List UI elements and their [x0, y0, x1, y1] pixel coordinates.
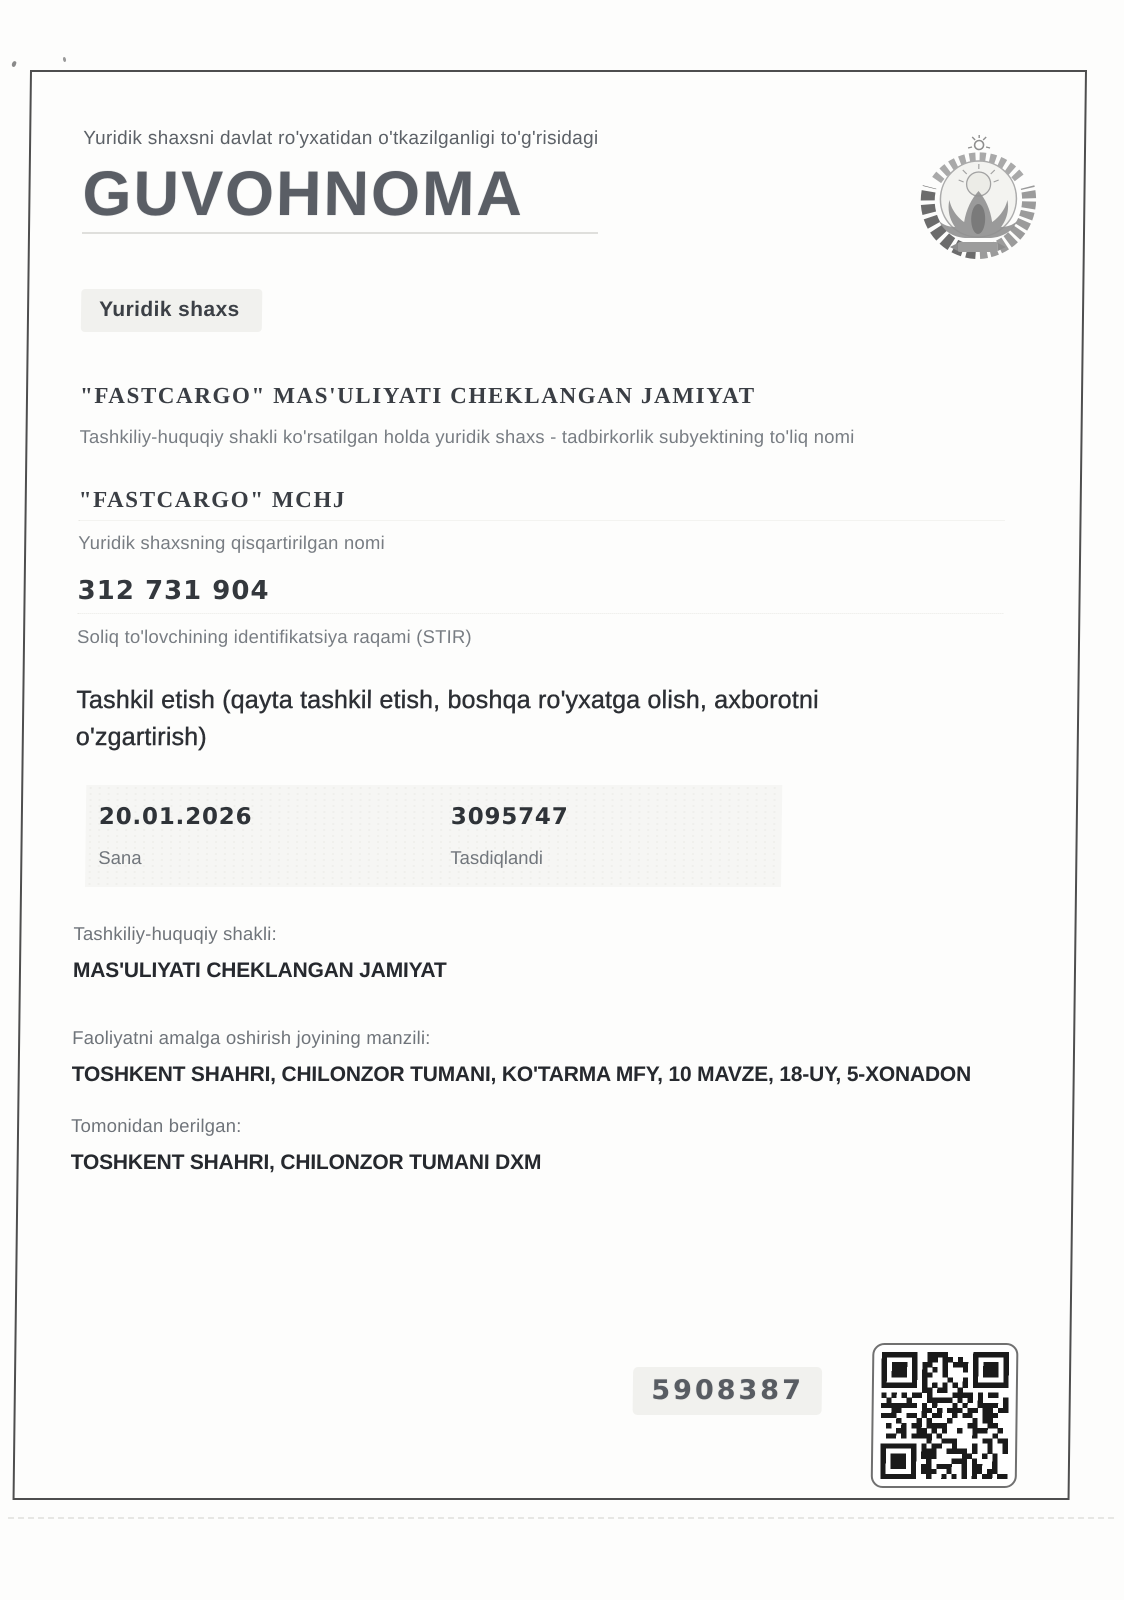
scan-speck: [63, 57, 67, 63]
registration-action-heading: Tashkil etish (qayta tashkil etish, boshqa ro'yxatga olish, axborotni o'zgartirish): [75, 686, 820, 751]
full-name-value: "FASTCARGO" MAS'ULIYATI CHEKLANGAN JAMIYAT: [79, 383, 756, 408]
header: [82, 126, 1049, 259]
stir-value: 312 731 904: [77, 576, 270, 606]
date-label: Sana: [98, 847, 142, 868]
confirmation-label: Tasdiqlandi: [450, 847, 544, 868]
certificate-kicker: Yuridik shaxsni davlat ro'yxatidan o'tkazilganligi to'g'risidagi: [83, 128, 599, 149]
scan-speck: [11, 61, 17, 68]
certificate-frame: [13, 70, 1087, 1500]
confirmation-field: [450, 804, 782, 887]
uzbekistan-state-emblem-icon: [910, 135, 1048, 259]
legal-form-value: MAS'ULIYATI CHEKLANGAN JAMIYAT: [72, 959, 447, 982]
field-full-name: [79, 382, 1045, 449]
stir-label: Soliq to'lovchining identifikatsiya raqami (STIR): [76, 626, 473, 647]
qr-code-box: [871, 1343, 1019, 1488]
address-label: Faoliyatni amalga oshirish joyining manzili:: [72, 1027, 431, 1048]
date-field: [98, 804, 451, 887]
short-name-value: "FASTCARGO" MCHJ: [78, 487, 347, 512]
scan-streak: [77, 613, 1003, 614]
certificate-content: [15, 72, 1085, 1498]
full-name-label: Tashkiliy-huquqiy shakli ko'rsatilgan holda yuridik shaxs - tadbirkorlik subyektining to'liq nomi: [79, 426, 855, 447]
entity-type-badge: Yuridik shaxs: [81, 289, 262, 332]
document-number-badge: 5908387: [633, 1367, 822, 1415]
section-legal-form: [73, 921, 1039, 983]
qr-code: [880, 1352, 1010, 1479]
legal-form-label: Tashkiliy-huquqiy shakli:: [73, 923, 278, 944]
title-divider: [82, 232, 598, 234]
short-name-label: Yuridik shaxsning qisqartirilgan nomi: [78, 532, 385, 553]
section-address: [72, 1025, 1038, 1087]
date-value: 20.01.2026: [98, 804, 253, 830]
scan-streak-bottom: [8, 1517, 1114, 1519]
header-text: [82, 126, 911, 234]
certificate-title: GUVOHNOMA: [82, 159, 525, 229]
address-value: TOSHKENT SHAHRI, CHILONZOR TUMANI, KO'TARMA MFY, 10 MAVZE, 18-UY, 5-XONADON: [71, 1063, 972, 1086]
issuer-value: TOSHKENT SHAHRI, CHILONZOR TUMANI DXM: [70, 1151, 542, 1174]
footer: [67, 1343, 1034, 1488]
confirmation-value: 3095747: [450, 804, 569, 830]
date-confirmation-panel: [85, 785, 782, 887]
scan-streak: [78, 520, 1004, 521]
section-issuer: [70, 1113, 1036, 1175]
field-short-name: [78, 486, 1044, 555]
field-stir: [77, 576, 1043, 649]
issuer-label: Tomonidan berilgan:: [70, 1115, 242, 1136]
